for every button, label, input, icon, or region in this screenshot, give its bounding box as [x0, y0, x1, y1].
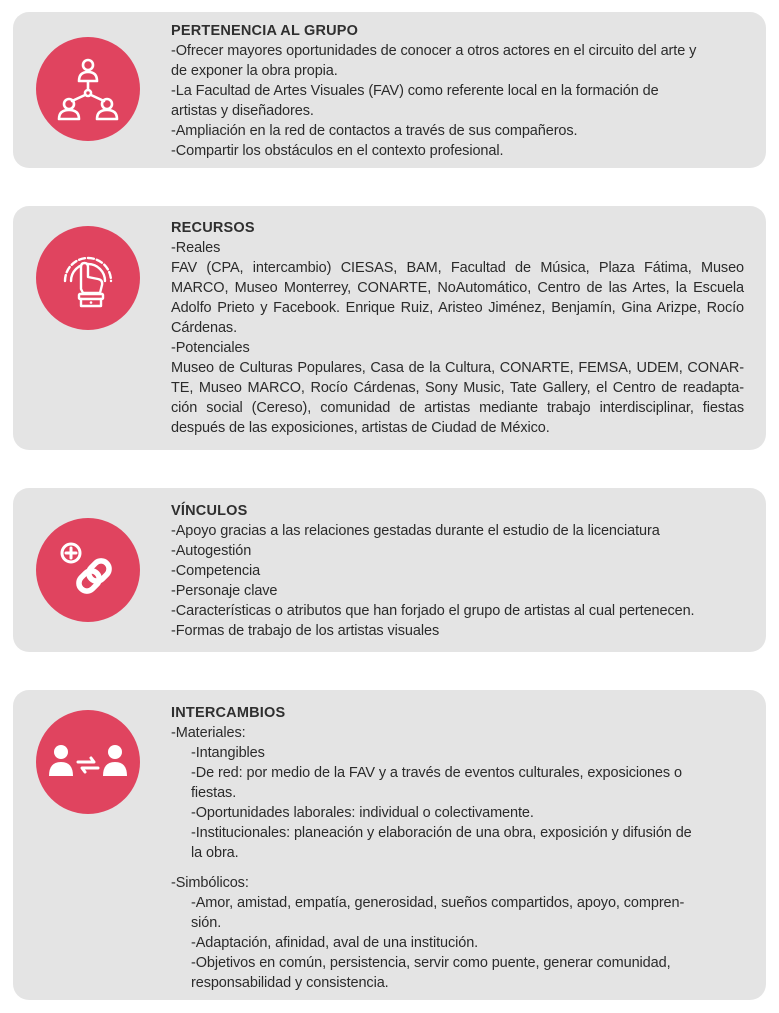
list-item: de exponer la obra propia. [171, 63, 338, 79]
icon-circle [36, 226, 140, 330]
card-recursos [13, 206, 766, 450]
group-network-icon [56, 57, 120, 121]
people-exchange-icon [48, 742, 128, 782]
card-pertenencia [13, 12, 766, 168]
list-item: -Formas de trabajo de los artistas visuales [171, 623, 440, 639]
list-item: artistas y diseñadores. [171, 103, 314, 119]
card-title: PERTENENCIA AL GRUPO [171, 23, 359, 39]
list-item: sión. [191, 915, 222, 931]
list-item: -Amor, amistad, empatía, generosidad, sueños compartidos, apoyo, compren- [191, 895, 685, 911]
card-title: VÍNCULOS [171, 503, 248, 519]
list-item: -Autogestión [171, 543, 252, 559]
section-label: -Reales [171, 240, 221, 256]
link-plus-icon [56, 538, 120, 602]
section-text: FAV (CPA, intercambio) CIESAS, BAM, Facultad de Música, Plaza Fátima, Museo MARCO, Museo Monterrey, CONARTE, NoAutomático, Centro de las Artes, la Escuela Adolfo Prieto y Facebook. Enrique Ruiz, Aristeo Jiménez, Benjamín, Gina Arizpe, Rocío Cárdenas. [171, 260, 744, 336]
icon-circle [36, 37, 140, 141]
card-vinculos [13, 488, 766, 652]
card-content [171, 218, 744, 438]
section-label: -Simbólicos: [171, 875, 249, 891]
list-item: responsabilidad y consistencia. [191, 975, 389, 991]
list-item: -Apoyo gracias a las relaciones gestadas durante el estudio de la licenciatura [171, 523, 660, 539]
list-item: -Intangibles [191, 745, 265, 761]
list-item: -Personaje clave [171, 583, 278, 599]
icon-circle [36, 518, 140, 622]
card-title: RECURSOS [171, 220, 255, 236]
list-item: -Objetivos en común, persistencia, servir como puente, generar comunidad, [191, 955, 671, 971]
list-item: -La Facultad de Artes Visuales (FAV) como referente local en la formación de [171, 83, 659, 99]
icon-circle [36, 710, 140, 814]
list-item: -Competencia [171, 563, 261, 579]
card-title: INTERCAMBIOS [171, 705, 286, 721]
hand-gear-icon [55, 245, 121, 311]
list-item: -Adaptación, afinidad, aval de una institución. [191, 935, 479, 951]
list-item: -Compartir los obstáculos en el contexto profesional. [171, 143, 504, 159]
list-item: -Características o atributos que han forjado el grupo de artistas al cual pertenecen. [171, 603, 695, 619]
section-text: Museo de Culturas Populares, Casa de la Cultura, CONARTE, FEMSA, UDEM, CONAR- TE, Museo MARCO, Rocío Cárdenas, Sony Music, Tate Gallery, el Centro de readapta- ción social (Cereso), comunidad de artistas mediante trabajo interdisciplinar, fiestas después de las exposiciones, artistas de Ciudad de México. [171, 360, 744, 436]
card-content [171, 501, 744, 641]
card-intercambios [13, 690, 766, 1000]
section-label: -Potenciales [171, 340, 250, 356]
section-label: -Materiales: [171, 725, 246, 741]
list-item: -De red: por medio de la FAV y a través de eventos culturales, exposiciones o [191, 765, 682, 781]
card-content [171, 703, 744, 993]
list-item: fiestas. [191, 785, 237, 801]
list-item: -Oportunidades laborales: individual o colectivamente. [191, 805, 534, 821]
card-content [171, 21, 744, 161]
list-item: -Ampliación en la red de contactos a través de sus compañeros. [171, 123, 578, 139]
list-item: -Ofrecer mayores oportunidades de conocer a otros actores en el circuito del arte y [171, 43, 697, 59]
list-item: -Institucionales: planeación y elaboración de una obra, exposición y difusión de [191, 825, 692, 841]
list-item: la obra. [191, 845, 239, 861]
